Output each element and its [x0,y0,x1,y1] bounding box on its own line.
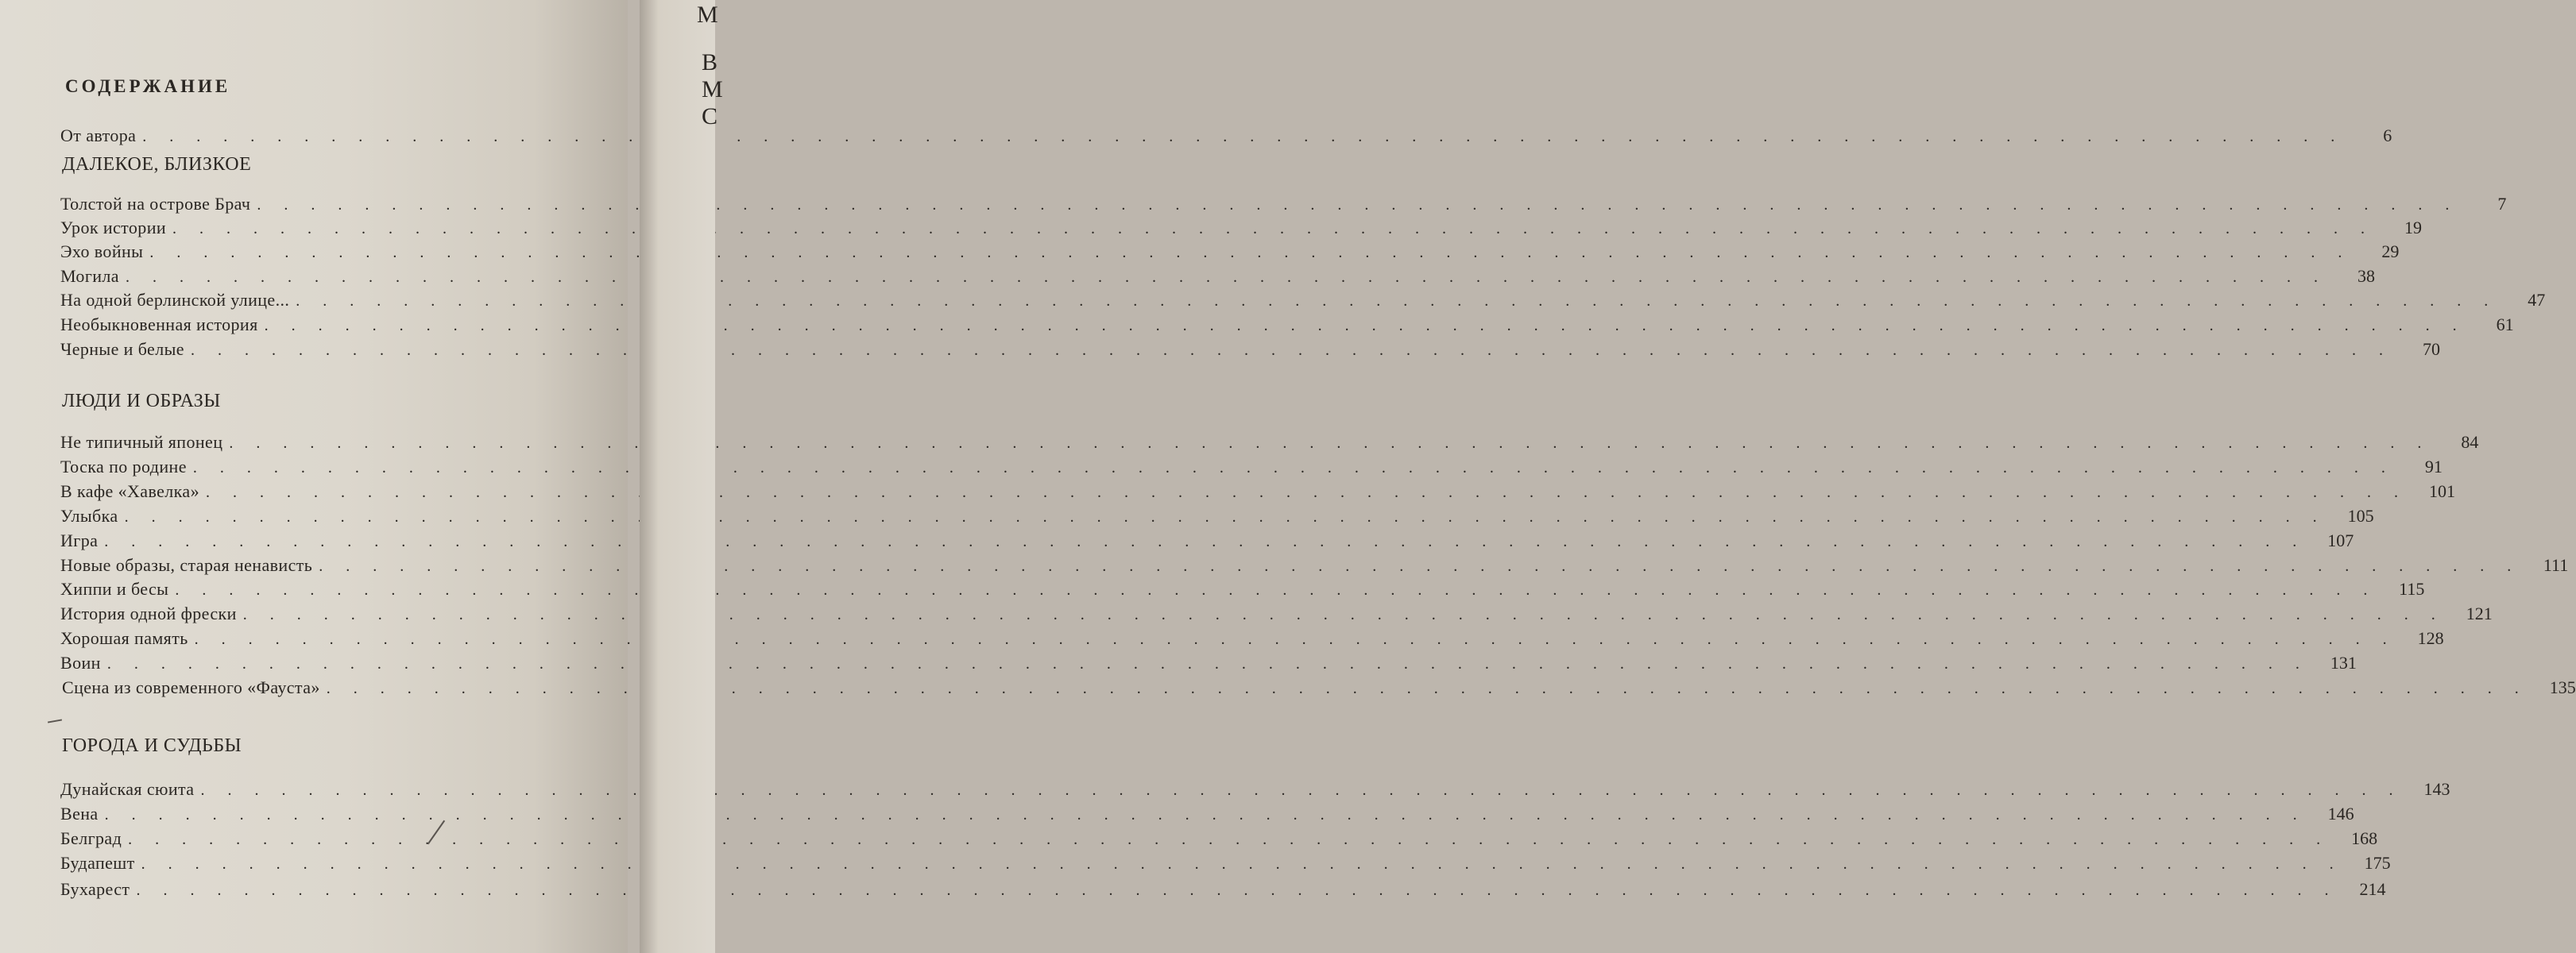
entry-title: В кафе «Хавелка» [60,481,199,501]
toc-entry [60,651,2357,675]
toc-entry [60,504,2374,528]
entry-page: 107 [2327,531,2354,550]
leader-dots [237,603,2445,627]
entry-page: 19 [2404,218,2423,237]
entry-title: Черные и белые [60,339,184,359]
facing-page [640,0,723,953]
toc-entry [60,878,2386,901]
entry-page: 29 [2381,241,2400,261]
leader-dots [122,828,2330,851]
entry-page: 47 [2528,290,2546,310]
leader-dots [130,878,2338,902]
leader-dots [199,480,2408,504]
entry-page: 115 [2399,579,2425,599]
entry-page: 84 [2461,432,2479,452]
toc-entry [62,676,2576,700]
facing-page-letter: М [697,2,718,28]
entry-title: Толстой на острове Брач [60,194,251,214]
leader-dots [168,578,2377,602]
entry-page: 91 [2424,457,2443,476]
toc-entry [60,430,2479,454]
leader-dots [250,193,2458,217]
leader-dots [166,217,2374,241]
entry-title: На одной берлинской улице... [60,290,290,310]
leader-dots [194,778,2402,802]
toc-entry [60,240,2400,264]
section-heading: ГОРОДА И СУДЬБЫ [62,735,242,756]
leader-dots [98,530,2306,554]
entry-title: Урок истории [60,218,167,237]
entry-page: 135 [2549,677,2576,697]
entry-page: 101 [2429,481,2455,501]
leader-dots [99,803,2307,827]
leader-dots [187,456,2395,480]
leader-dots [119,265,2327,289]
toc-entry [60,554,2569,577]
toc-entry [60,338,2440,361]
toc-entry [60,480,2455,504]
facing-page-letter: М [702,76,723,102]
toc-entry-intro [60,124,2392,148]
toc-entry [60,827,2378,851]
entry-title: Игра [60,531,99,550]
leader-dots [184,338,2392,362]
toc-entry [60,216,2423,240]
facing-page-letter: В [702,49,718,75]
toc-entry [60,313,2514,337]
section-heading: ДАЛЕКОЕ, БЛИЗКОЕ [62,154,252,175]
entry-title: Могила [60,266,119,286]
entry-title: История одной фрески [60,604,237,623]
entry-title: Улыбка [60,506,118,526]
entry-page: 6 [2383,125,2392,145]
entry-title: Сцена из современного «Фауста» [62,677,320,697]
entry-page: 105 [2347,506,2374,526]
entry-title: Воин [60,653,101,673]
toc-entry [60,288,2546,312]
entry-page: 131 [2330,653,2357,673]
entry-page: 175 [2364,853,2391,873]
entry-title: Необыкновенная история [60,314,258,334]
leader-dots [222,431,2431,455]
pencil-mark [48,719,62,723]
toc-entry [60,851,2391,875]
entry-title: Хорошая память [60,628,188,648]
section-heading: ЛЮДИ И ОБРАЗЫ [62,391,221,411]
entry-title: Белград [60,828,122,848]
entry-page: 143 [2423,779,2450,799]
entry-page: 38 [2357,266,2375,286]
toc-entry [60,602,2493,626]
leader-dots [188,627,2396,651]
toc-entry [60,264,2375,288]
entry-title: Дунайская сюита [60,779,195,799]
entry-title: Будапешт [60,853,135,873]
entry-title: Эхо войны [60,241,144,261]
entry-title: Новые образы, старая ненависть [60,555,313,575]
leader-dots [135,852,2343,876]
leader-dots [289,289,2497,313]
entry-page: 111 [2543,555,2569,575]
leader-dots [143,241,2351,264]
entry-page: 146 [2327,804,2354,824]
entry-page: 214 [2359,879,2386,899]
entry-page: 168 [2351,828,2378,848]
toc-entry [60,777,2450,801]
toc-entry [60,627,2444,650]
toc-entry [60,529,2354,553]
entry-page: 128 [2417,628,2444,648]
entry-title: Бухарест [60,879,130,899]
entry-page: 61 [2496,314,2514,334]
toc-entry [60,802,2354,826]
leader-dots [136,125,2344,149]
entry-title: От автора [60,125,137,145]
toc-entry [60,577,2425,601]
entry-page: 121 [2466,604,2493,623]
leader-dots [101,652,2309,676]
entry-title: Не типичный японец [60,432,223,452]
facing-page-letter: С [702,103,718,129]
entry-title: Вена [60,804,99,824]
leader-dots [118,505,2327,529]
entry-title: Хиппи и бесы [60,579,169,599]
entry-page: 7 [2497,194,2507,214]
leader-dots [258,314,2466,338]
toc-entry [60,192,2507,216]
toc-entry [60,455,2443,479]
entry-title: Тоска по родине [60,457,187,476]
toc-title: СОДЕРЖАНИЕ [65,76,231,96]
entry-page: 70 [2422,339,2440,359]
